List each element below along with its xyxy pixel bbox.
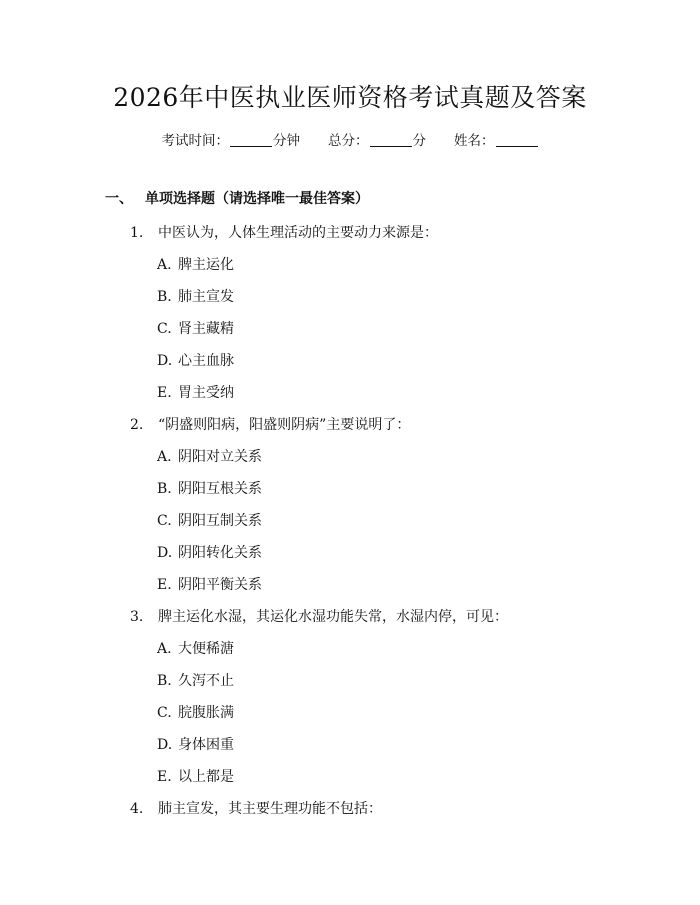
- option-letter: B.: [157, 481, 172, 497]
- name-blank: [496, 132, 538, 147]
- question-1-option-a: [157, 254, 234, 276]
- total-score-field: [328, 130, 426, 152]
- option-letter: A.: [157, 257, 172, 273]
- option-text: 脾主运化: [178, 257, 234, 273]
- option-letter: A.: [157, 449, 172, 465]
- question-text: 脾主运化水湿，其运化水湿功能失常，水湿内停，可见：: [158, 609, 508, 625]
- option-text: 久泻不止: [178, 673, 234, 689]
- question-number: 1.: [130, 225, 144, 241]
- question-1-option-b: [157, 286, 234, 308]
- question-1-option-c: [157, 318, 234, 340]
- question-text: 肺主宣发，其主要生理功能不包括：: [158, 801, 382, 817]
- option-letter: D.: [157, 545, 173, 561]
- question-3: [130, 606, 508, 628]
- option-letter: E.: [157, 769, 172, 785]
- total-score-unit: 分: [412, 133, 426, 149]
- option-text: 心主血脉: [178, 353, 234, 369]
- option-letter: A.: [157, 641, 172, 657]
- option-text: 肺主宣发: [178, 289, 234, 305]
- option-letter: D.: [157, 737, 173, 753]
- option-text: 肾主藏精: [178, 321, 234, 337]
- question-1-option-d: [157, 350, 234, 372]
- question-2-option-c: [157, 510, 262, 532]
- name-label: 姓名：: [454, 133, 495, 149]
- option-text: 阴阳对立关系: [178, 449, 262, 465]
- section-number: 一、: [105, 191, 133, 207]
- question-3-option-a: [157, 638, 234, 660]
- question-number: 4.: [130, 801, 144, 817]
- option-text: 脘腹胀满: [178, 705, 234, 721]
- option-letter: C.: [157, 513, 172, 529]
- option-text: 以上都是: [178, 769, 234, 785]
- option-letter: E.: [157, 577, 172, 593]
- total-score-blank: [370, 132, 412, 147]
- total-score-label: 总分：: [328, 133, 369, 149]
- option-letter: B.: [157, 673, 172, 689]
- option-text: 阴阳互制关系: [178, 513, 262, 529]
- question-3-option-b: [157, 670, 234, 692]
- question-2-option-e: [157, 574, 262, 596]
- option-letter: D.: [157, 353, 173, 369]
- question-2: [130, 414, 410, 436]
- option-text: 阴阳互根关系: [178, 481, 262, 497]
- option-letter: C.: [157, 321, 172, 337]
- question-number: 2.: [130, 417, 144, 433]
- option-text: 身体困重: [178, 737, 234, 753]
- exam-meta: [0, 130, 700, 152]
- section-heading: [105, 188, 369, 210]
- question-text: “阴盛则阳病，阳盛则阴病”主要说明了：: [158, 417, 411, 433]
- question-2-option-d: [157, 542, 262, 564]
- exam-time-field: [162, 130, 301, 152]
- option-text: 大便稀溏: [178, 641, 234, 657]
- option-text: 胃主受纳: [178, 385, 234, 401]
- name-field: [454, 130, 539, 152]
- question-2-option-b: [157, 478, 262, 500]
- question-3-option-c: [157, 702, 234, 724]
- question-2-option-a: [157, 446, 262, 468]
- option-text: 阴阳转化关系: [178, 545, 262, 561]
- option-letter: E.: [157, 385, 172, 401]
- question-3-option-d: [157, 734, 234, 756]
- question-4: [130, 798, 382, 820]
- exam-time-unit: 分钟: [273, 133, 300, 149]
- option-letter: C.: [157, 705, 172, 721]
- section-title: 单项选择题（请选择唯一最佳答案）: [145, 191, 369, 207]
- option-letter: B.: [157, 289, 172, 305]
- page-title: 2026年中医执业医师资格考试真题及答案: [113, 83, 587, 112]
- question-text: 中医认为，人体生理活动的主要动力来源是：: [158, 225, 438, 241]
- question-1: [130, 222, 438, 244]
- question-3-option-e: [157, 766, 234, 788]
- exam-time-blank: [230, 132, 272, 147]
- question-number: 3.: [130, 609, 144, 625]
- question-1-option-e: [157, 382, 234, 404]
- option-text: 阴阳平衡关系: [178, 577, 262, 593]
- exam-time-label: 考试时间：: [161, 133, 229, 149]
